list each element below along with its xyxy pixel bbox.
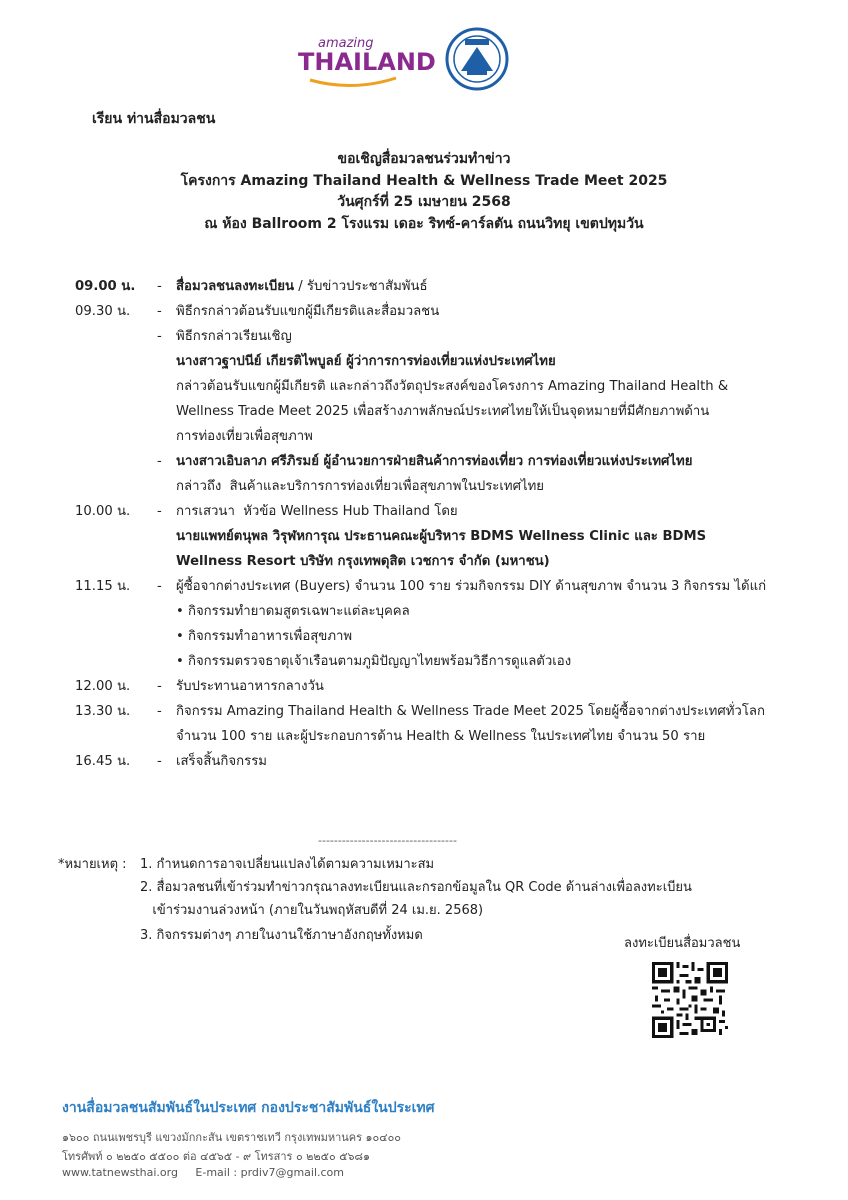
- agenda-text-bold: นายแพทย์ตนุพล วิรุฬหการุณ ประธานคณะผู้บริหาร BDMS Wellness Clinic และ BDMS: [176, 529, 707, 544]
- agenda-text: [176, 749, 267, 774]
- agenda-bullet: -: [157, 679, 162, 694]
- agenda-bullet: -: [157, 454, 162, 469]
- agenda-row: [0, 424, 848, 449]
- agenda-time: 09.30 น.: [75, 304, 131, 319]
- agenda-bullet: -: [157, 754, 162, 769]
- agenda-bullet: -: [157, 329, 162, 344]
- agenda-text: [176, 574, 766, 599]
- agenda-text-normal: การเสวนา หัวข้อ Wellness Hub Thailand โดย: [176, 504, 458, 519]
- agenda-bullet: -: [157, 504, 162, 519]
- logo-big-text: THAILAND: [298, 48, 436, 76]
- qr-label: ลงทะเบียนสื่อมวลชน: [624, 936, 741, 951]
- agenda-text-normal: ผู้ซื้อจากต่างประเทศ (Buyers) จำนวน 100 ราย ร่วมกิจกรรม DIY ด้านสุขภาพ จำนวน 3 กิจกรรม ได้แก่: [176, 579, 767, 594]
- agenda-text-normal: • กิจกรรมทำอาหารเพื่อสุขภาพ: [176, 629, 353, 644]
- swoosh-icon: [308, 76, 398, 90]
- agenda-text: [176, 274, 428, 299]
- agenda-text-bold: นางสาวฐาปนีย์ เกียรติไพบูลย์ ผู้ว่าการการท่องเที่ยวแห่งประเทศไทย: [176, 354, 556, 369]
- agenda-row: [0, 274, 848, 299]
- title-line: ขอเชิญสื่อมวลชนร่วมทำข่าว: [337, 151, 511, 167]
- agenda-text-normal: / รับข่าวประชาสัมพันธ์: [294, 279, 428, 294]
- agenda-text: [176, 674, 324, 699]
- agenda-text: [176, 399, 709, 424]
- divider: -----------------------------------: [318, 834, 457, 847]
- agenda-text: [176, 449, 692, 474]
- agenda-text: [176, 424, 313, 449]
- agenda-text-normal: • กิจกรรมทำยาดมสูตรเฉพาะแต่ละบุคคล: [176, 604, 410, 619]
- agenda-time: 11.15 น.: [75, 579, 131, 594]
- agenda-row: [0, 349, 848, 374]
- agenda-text-normal: กิจกรรม Amazing Thailand Health & Wellness Trade Meet 2025 โดยผู้ซื้อจากต่างประเทศทั่วโลก: [176, 704, 765, 719]
- notes-label: *หมายเหตุ :: [58, 857, 127, 872]
- title-line: โครงการ Amazing Thailand Health & Wellness Trade Meet 2025: [180, 172, 668, 189]
- note-line: 2. สื่อมวลชนที่เข้าร่วมทำข่าวกรุณาลงทะเบียนและกรอกข้อมูลใน QR Code ด้านล่างเพื่อลงทะเบียน: [140, 880, 692, 895]
- agenda-row: [0, 524, 848, 549]
- agenda-row: [0, 649, 848, 674]
- agenda-text-bold: Wellness Resort บริษัท กรุงเทพดุสิต เวชการ จำกัด (มหาชน): [176, 554, 550, 569]
- agenda-bullet: -: [157, 279, 162, 294]
- agenda-text: [176, 499, 458, 524]
- agenda-bullet: -: [157, 704, 162, 719]
- agenda-text-normal: กล่าวต้อนรับแขกผู้มีเกียรติ และกล่าวถึงวัตถุประสงค์ของโครงการ Amazing Thailand Health &: [176, 379, 729, 394]
- agenda-row: [0, 674, 848, 699]
- agenda-text: [176, 549, 550, 574]
- agenda-text-normal: Wellness Trade Meet 2025 เพื่อสร้างภาพลักษณ์ประเทศไทยให้เป็นจุดหมายที่มีศักยภาพด้าน: [176, 404, 710, 419]
- invitation-title: [0, 149, 848, 235]
- agenda-row: [0, 299, 848, 324]
- agenda-text-normal: การท่องเที่ยวเพื่อสุขภาพ: [176, 429, 313, 444]
- agenda-row: [0, 574, 848, 599]
- agenda-row: [0, 624, 848, 649]
- note-line: 1. กำหนดการอาจเปลี่ยนแปลงได้ตามความเหมาะสม: [140, 857, 435, 872]
- agenda-bullet: -: [157, 579, 162, 594]
- agenda-text-normal: • กิจกรรมตรวจธาตุเจ้าเรือนตามภูมิปัญญาไทยพร้อมวิธีการดูแลตัวเอง: [176, 654, 572, 669]
- agenda-row: [0, 724, 848, 749]
- footer-web: www.tatnewsthai.org E-mail : prdiv7@gmail.com: [62, 1166, 344, 1179]
- agenda-text: [176, 724, 705, 749]
- agenda-text: [176, 474, 544, 499]
- agenda-text: [176, 624, 352, 649]
- footer-address: ๑๖๐๐ ถนนเพชรบุรี แขวงมักกะสัน เขตราชเทวี กรุงเทพมหานคร ๑๐๔๐๐: [62, 1131, 401, 1144]
- tat-emblem-icon: [445, 27, 509, 91]
- agenda-time: 12.00 น.: [75, 679, 131, 694]
- agenda-row: [0, 699, 848, 724]
- agenda-row: [0, 599, 848, 624]
- agenda-text-bold: สื่อมวลชนลงทะเบียน: [176, 279, 295, 294]
- agenda: [0, 274, 848, 774]
- agenda-text: [176, 299, 439, 324]
- note-line: เข้าร่วมงานล่วงหน้า (ภายในวันพฤหัสบดีที่ 24 เม.ย. 2568): [140, 903, 484, 918]
- agenda-time: 09.00 น.: [75, 279, 136, 294]
- agenda-text-normal: พิธีกรกล่าวเรียนเชิญ: [176, 329, 292, 344]
- agenda-text: [176, 374, 728, 399]
- agenda-bullet: -: [157, 304, 162, 319]
- agenda-row: [0, 549, 848, 574]
- agenda-text: [176, 324, 292, 349]
- agenda-text-normal: เสร็จสิ้นกิจกรรม: [176, 754, 267, 769]
- footer-title: งานสื่อมวลชนสัมพันธ์ในประเทศ กองประชาสัมพันธ์ในประเทศ: [62, 1100, 435, 1116]
- agenda-text-normal: จำนวน 100 ราย และผู้ประกอบการด้าน Health & Wellness ในประเทศไทย จำนวน 50 ราย: [176, 729, 706, 744]
- agenda-text: [176, 699, 765, 724]
- title-line: ณ ห้อง Ballroom 2 โรงแรม เดอะ ริทซ์-คาร์ลตัน ถนนวิทยุ เขตปทุมวัน: [204, 215, 644, 232]
- logo-small-text: amazing: [318, 36, 374, 51]
- agenda-row: [0, 499, 848, 524]
- agenda-text-normal: กล่าวถึง สินค้าและบริการการท่องเที่ยวเพื่อสุขภาพในประเทศไทย: [176, 479, 545, 494]
- agenda-text: [176, 649, 571, 674]
- agenda-row: [0, 374, 848, 399]
- amazing-thailand-logo: [298, 36, 436, 92]
- agenda-time: 16.45 น.: [75, 754, 131, 769]
- agenda-row: [0, 749, 848, 774]
- agenda-row: [0, 474, 848, 499]
- agenda-row: [0, 399, 848, 424]
- agenda-text: [176, 599, 410, 624]
- title-line: วันศุกร์ที่ 25 เมษายน 2568: [337, 194, 511, 210]
- agenda-text-normal: รับประทานอาหารกลางวัน: [176, 679, 324, 694]
- agenda-text: [176, 349, 556, 374]
- agenda-text-normal: พิธีกรกล่าวต้อนรับแขกผู้มีเกียรติและสื่อมวลชน: [176, 304, 440, 319]
- agenda-time: 13.30 น.: [75, 704, 131, 719]
- note-line: 3. กิจกรรมต่างๆ ภายในงานใช้ภาษาอังกฤษทั้งหมด: [140, 928, 423, 943]
- agenda-time: 10.00 น.: [75, 504, 131, 519]
- registration-qr-code[interactable]: [652, 962, 728, 1038]
- agenda-row: [0, 449, 848, 474]
- greeting: เรียน ท่านสื่อมวลชน: [92, 111, 216, 127]
- agenda-text-bold: นางสาวเอิบลาภ ศรีภิรมย์ ผู้อำนวยการฝ่ายสินค้าการท่องเที่ยว การท่องเที่ยวแห่งประเทศไทย: [176, 454, 693, 469]
- footer-phone: โทรศัพท์ ๐ ๒๒๕๐ ๕๕๐๐ ต่อ ๔๕๖๕ - ๙ โทรสาร ๐ ๒๒๕๐ ๕๖๘๑: [62, 1150, 370, 1163]
- agenda-text: [176, 524, 706, 549]
- agenda-row: [0, 324, 848, 349]
